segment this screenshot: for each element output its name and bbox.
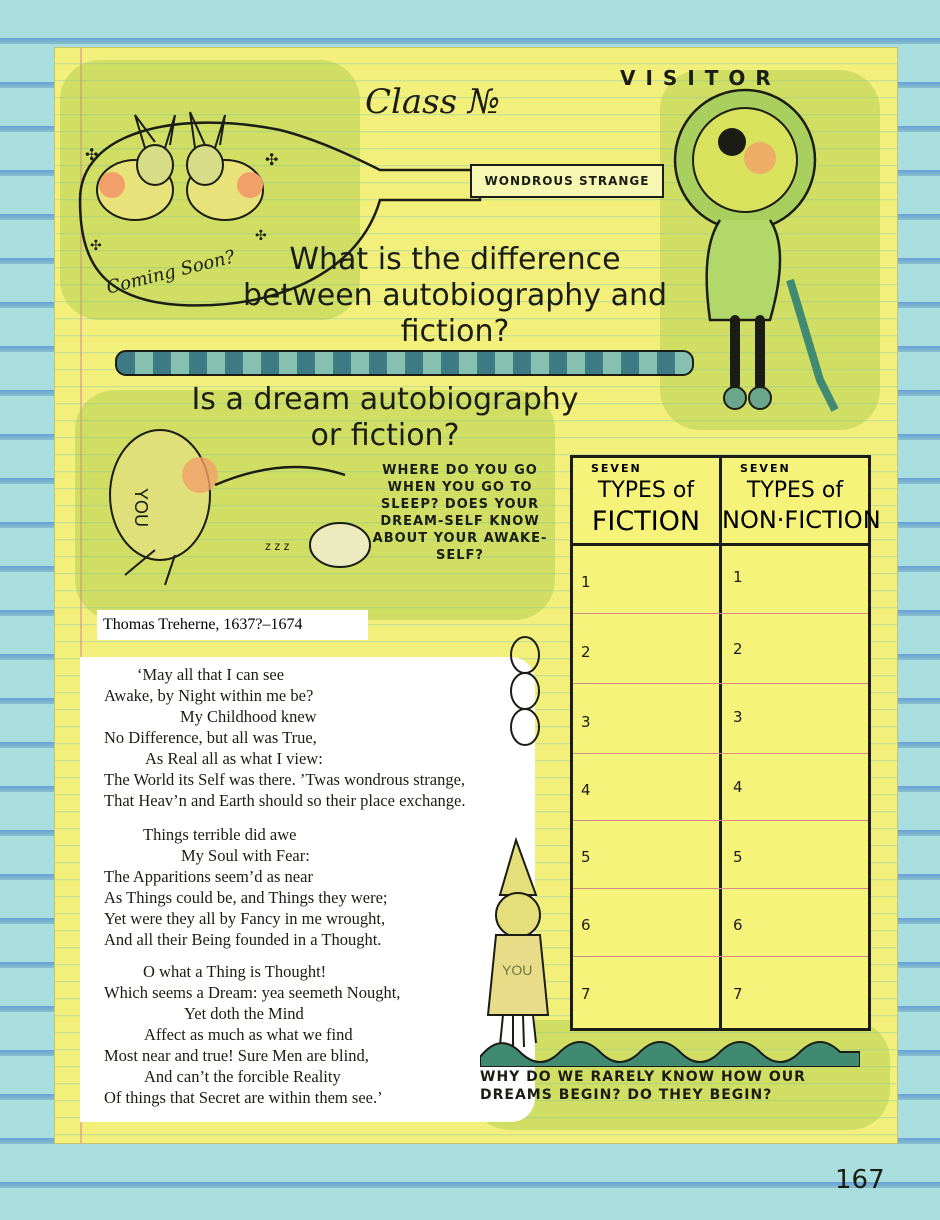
poem-line: And can’t the forcible Reality (144, 1067, 341, 1086)
fiction-number: 4 (581, 781, 591, 799)
loop-chain-icon (505, 635, 545, 755)
poem-line: Which seems a Dream: yea seemeth Nought, (104, 983, 401, 1002)
row-line (573, 753, 868, 754)
visitor-figure-icon (660, 80, 860, 430)
question-dream: Is a dream autobiography or fiction? (191, 382, 579, 453)
svg-text:✣: ✣ (85, 147, 99, 164)
svg-text:z z z: z z z (265, 539, 290, 553)
row-line (573, 683, 868, 684)
fiction-number: 3 (581, 713, 591, 731)
svg-text:✣: ✣ (265, 152, 279, 169)
class-label: Class № (365, 82, 501, 122)
dreams-begin-question: WHY DO WE RARELY KNOW HOW OUR DREAMS BEGIN? DO THEY BEGIN? (480, 1069, 806, 1103)
poem-line: Awake, by Night within me be? (104, 686, 314, 705)
poem-line: Of things that Secret are within them see.’ (104, 1088, 383, 1107)
wave-icon (480, 1022, 860, 1067)
coming-soon-caption: Coming Soon? (104, 246, 238, 299)
svg-text:✣: ✣ (255, 227, 267, 243)
poem-line: Things terrible did awe (143, 825, 297, 844)
row-line (573, 820, 868, 821)
poem-line: That Heav’n and Earth should so their place exchange. (104, 791, 466, 810)
poem-line: ‘May all that I can see (137, 665, 285, 684)
poem-line: Yet doth the Mind (184, 1004, 304, 1023)
fiction-number: 5 (581, 848, 591, 866)
column-divider (719, 458, 722, 1028)
poem-line: As Real all as what I view: (145, 749, 323, 768)
fiction-header-mid: TYPES of (597, 478, 695, 503)
seven-types-table (570, 455, 881, 1031)
nonfiction-number: 5 (733, 848, 743, 866)
poem-line: Most near and true! Sure Men are blind, (104, 1046, 369, 1065)
where-do-you-go-question: WHERE DO YOU GO WHEN YOU GO TO SLEEP? DOES YOUR DREAM-SELF KNOW ABOUT YOUR AWAKE-SELF? (372, 463, 548, 563)
poem-line: Yet were they all by Fancy in me wrought, (104, 909, 386, 928)
fiction-header-big: FICTION (591, 506, 701, 537)
fiction-number: 7 (581, 985, 591, 1003)
svg-text:YOU: YOU (131, 488, 151, 528)
poem-box (80, 657, 535, 1122)
nonfiction-number: 7 (733, 985, 743, 1003)
row-line (573, 956, 868, 957)
fiction-number: 2 (581, 643, 591, 661)
poem-line: As Things could be, and Things they were; (104, 888, 388, 907)
svg-text:✣: ✣ (90, 237, 102, 253)
wondrous-strange-banner: WONDROUS STRANGE (470, 164, 664, 198)
poem-line: No Difference, but all was True, (104, 728, 317, 747)
nonfiction-column-header (722, 458, 881, 546)
page-number: 167 (835, 1165, 885, 1195)
fiction-number: 1 (581, 573, 591, 591)
nonfiction-number: 3 (733, 708, 743, 726)
poem-line: My Soul with Fear: (181, 846, 310, 865)
poem-line: O what a Thing is Thought! (143, 962, 327, 981)
wave-divider (115, 350, 694, 376)
nonfiction-header-big: NON·FICTION (722, 506, 881, 534)
nonfiction-header-small: SEVEN (740, 462, 791, 475)
question-autobiography-fiction: What is the difference between autobiography and fiction? (242, 242, 668, 349)
row-line (573, 613, 868, 614)
fiction-number: 6 (581, 916, 591, 934)
nonfiction-number: 2 (733, 640, 743, 658)
poem-line: The Apparitions seem’d as near (104, 867, 313, 886)
nonfiction-header-mid: TYPES of (746, 478, 844, 503)
sleeping-figure-icon (85, 415, 385, 595)
svg-text:YOU: YOU (502, 962, 533, 978)
fiction-header-small: SEVEN (591, 462, 642, 475)
row-line (573, 888, 868, 889)
nonfiction-number: 4 (733, 778, 743, 796)
nonfiction-number: 1 (733, 568, 743, 586)
fiction-column-header (573, 458, 719, 546)
visitor-label: VISITOR (620, 66, 781, 90)
poem-author: Thomas Treherne, 1637?–1674 (97, 610, 368, 640)
poem-line: The World its Self was there. ’Twas wondrous strange, (104, 770, 466, 789)
poem-line: Affect as much as what we find (144, 1025, 353, 1044)
poem-line: And all their Being founded in a Thought. (104, 930, 382, 949)
nonfiction-number: 6 (733, 916, 743, 934)
poem-line: My Childhood knew (180, 707, 317, 726)
